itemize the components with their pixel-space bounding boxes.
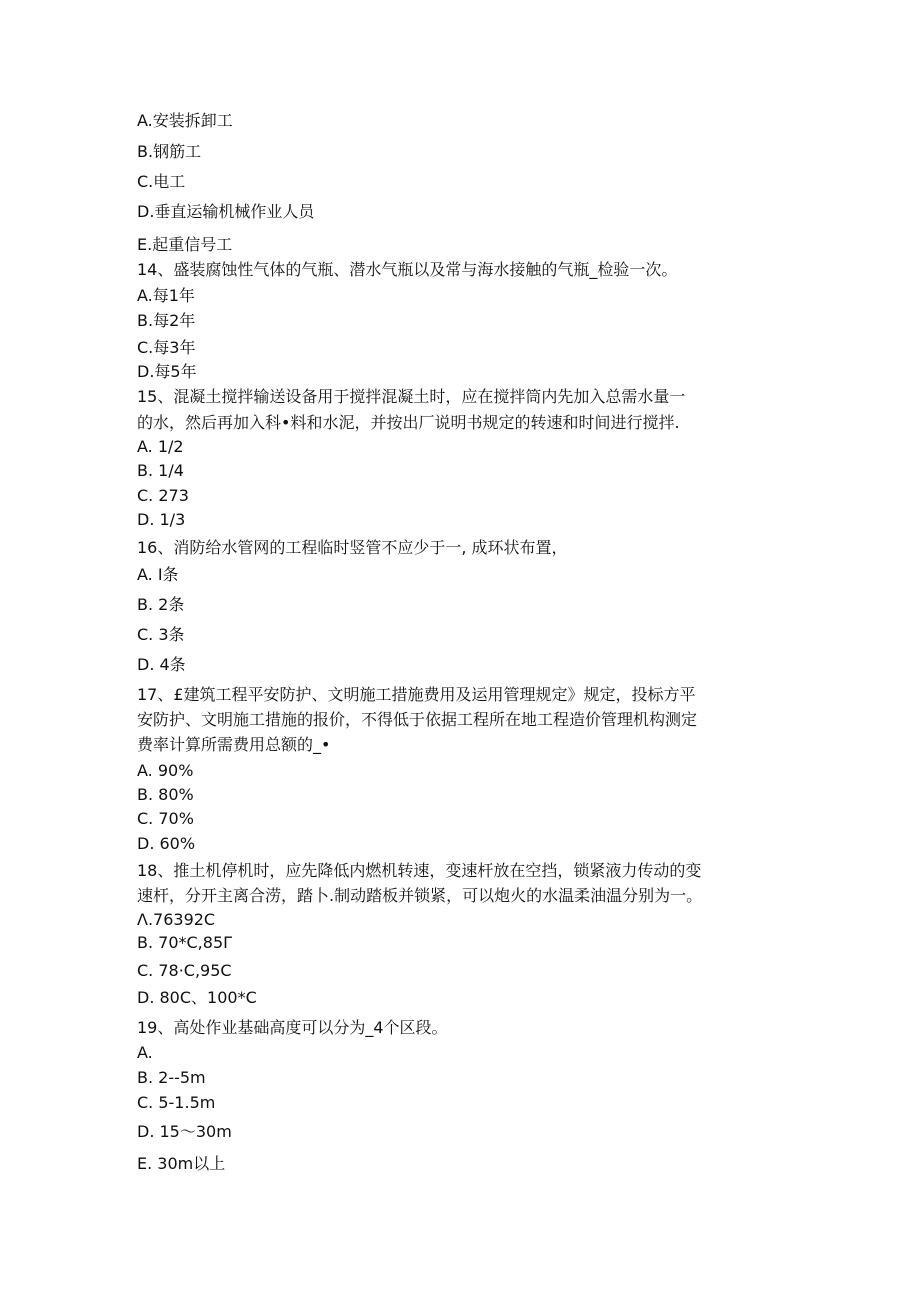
- option-line: E. 30m以上: [137, 1154, 226, 1173]
- question-line: 17、£建筑工程平安防护、文明施工措施费用及运用管理规定》规定，投标方平: [137, 685, 696, 704]
- question-line: 的水，然后再加入科•料和水泥，并按出厂说明书规定的转速和时间进行搅拌.: [137, 413, 680, 432]
- option-line: C.每3年: [137, 338, 196, 357]
- option-line: B. 1/4: [137, 461, 184, 480]
- option-line: E.起重信号工: [137, 235, 233, 254]
- option-line: C. 70%: [137, 809, 194, 828]
- option-line: D. 80C、100*C: [137, 988, 257, 1007]
- question-line: 速杆，分开主离合涝，踏卜.制动踏板并锁紧，可以炮火的水温柔油温分别为一。: [137, 886, 703, 905]
- option-line: C. 78·C,95C: [137, 961, 232, 980]
- option-line: D. 4条: [137, 655, 186, 674]
- question-line: 安防护、文明施工措施的报价，不得低于依据工程所在地工程造价管理机构测定: [137, 710, 698, 729]
- question-line: 15、混凝土搅拌输送设备用于搅拌混凝土时，应在搅拌筒内先加入总需水量一: [137, 387, 686, 406]
- option-line: D. 15～30m: [137, 1122, 232, 1141]
- option-line: A. 1/2: [137, 437, 184, 456]
- option-line: A.每1年: [137, 286, 195, 305]
- option-line: A.: [137, 1043, 153, 1062]
- option-line: B. 2条: [137, 595, 185, 614]
- option-line: B. 70*C,85Γ: [137, 933, 233, 952]
- question-line: 16、消防给水管网的工程临时竖管不应少于一, 成环状布置，: [137, 538, 568, 557]
- option-line: B.钢筋工: [137, 142, 202, 161]
- option-line: Λ.76392C: [137, 910, 216, 929]
- option-line: C. 3条: [137, 625, 185, 644]
- option-line: D.每5年: [137, 362, 197, 381]
- option-line: B. 80%: [137, 785, 194, 804]
- option-line: B. 2--5m: [137, 1068, 206, 1087]
- question-line: 19、高处作业基础高度可以分为_4个区段。: [137, 1018, 448, 1037]
- option-line: B.每2年: [137, 311, 196, 330]
- option-line: A. 90%: [137, 761, 194, 780]
- option-line: C. 5-1.5m: [137, 1093, 216, 1112]
- question-line: 18、推土机停机时，应先降低内燃机转速，变速杆放在空挡，锁紧液力传动的变: [137, 861, 702, 880]
- option-line: D. 1/3: [137, 510, 186, 529]
- option-line: A. I条: [137, 565, 179, 584]
- option-line: D.垂直运输机械作业人员: [137, 202, 315, 221]
- option-line: A.安装拆卸工: [137, 111, 233, 130]
- option-line: D. 60%: [137, 834, 196, 853]
- option-line: C. 273: [137, 486, 189, 505]
- question-line: 14、盛装腐蚀性气体的气瓶、潜水气瓶以及常与海水接触的气瓶_检验一次。: [137, 260, 678, 279]
- option-line: C.电工: [137, 172, 186, 191]
- question-line: 费率计算所需费用总额的_•: [137, 735, 331, 754]
